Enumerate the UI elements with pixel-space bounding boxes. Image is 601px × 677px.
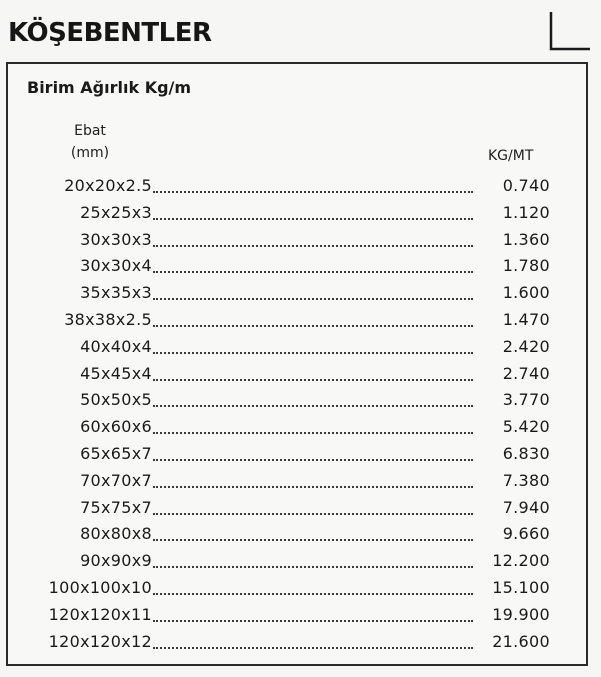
weight-cell: 12.200	[492, 551, 550, 571]
size-cell: 30x30x3	[80, 229, 152, 249]
table-row	[8, 390, 586, 416]
size-cell: 100x100x10	[48, 578, 152, 597]
dot-leader	[153, 271, 473, 273]
size-cell: 25x25x3	[80, 202, 152, 222]
dot-leader	[153, 513, 473, 515]
size-cell: 80x80x8	[80, 524, 152, 544]
weight-cell: 3.770	[502, 390, 550, 410]
table-row	[8, 256, 586, 282]
table-row	[8, 444, 586, 470]
size-cell: 50x50x5	[80, 390, 152, 410]
weight-cell: 7.380	[502, 470, 550, 490]
dot-leader	[153, 647, 473, 649]
table-row	[8, 203, 586, 229]
weight-cell: 1.360	[502, 229, 550, 249]
table-row	[8, 176, 586, 202]
table-row	[8, 578, 586, 604]
table-row	[8, 498, 586, 524]
dot-leader	[153, 325, 473, 327]
weight-cell: 15.100	[492, 578, 550, 597]
size-column-header	[60, 120, 120, 164]
dot-leader	[153, 486, 473, 488]
page-title: KÖŞEBENTLER	[8, 18, 212, 48]
table-row	[8, 605, 586, 631]
dot-leader	[153, 593, 473, 595]
weight-cell: 5.420	[502, 417, 550, 437]
size-cell: 38x38x2.5	[64, 310, 152, 329]
weight-cell: 0.740	[502, 176, 550, 195]
weight-cell: 21.600	[492, 631, 550, 651]
weight-cell: 1.120	[502, 202, 550, 222]
table-row	[8, 337, 586, 363]
dot-leader	[153, 566, 473, 568]
weight-cell: 6.830	[502, 444, 550, 463]
weight-cell: 2.420	[502, 336, 550, 356]
table-row	[8, 230, 586, 256]
weight-cell: 1.600	[502, 283, 550, 303]
size-cell: 30x30x4	[80, 256, 152, 276]
weight-cell: 19.900	[492, 604, 550, 624]
table-row	[8, 551, 586, 577]
size-cell: 120x120x11	[48, 604, 152, 624]
size-cell: 20x20x2.5	[64, 176, 152, 195]
weight-cell: 9.660	[502, 524, 550, 544]
dot-leader	[153, 620, 473, 622]
table-row	[8, 417, 586, 443]
dot-leader	[153, 432, 473, 434]
table-row	[8, 310, 586, 336]
table-row	[8, 364, 586, 390]
size-cell: 90x90x9	[80, 551, 152, 571]
table-row	[8, 283, 586, 309]
size-cell: 40x40x4	[80, 336, 152, 356]
weight-cell: 7.940	[502, 497, 550, 517]
dot-leader	[153, 459, 473, 461]
size-cell: 75x75x7	[80, 497, 152, 517]
table-row	[8, 524, 586, 550]
dot-leader	[153, 352, 473, 354]
size-cell: 120x120x12	[48, 631, 152, 651]
table-row	[8, 632, 586, 658]
dot-leader	[153, 298, 473, 300]
size-header-label: Ebat	[74, 123, 106, 139]
weight-cell: 2.740	[502, 363, 550, 383]
weight-table	[6, 62, 588, 666]
size-cell: 65x65x7	[80, 444, 152, 463]
dot-leader	[153, 405, 473, 407]
table-row	[8, 471, 586, 497]
size-cell: 70x70x7	[80, 470, 152, 490]
dot-leader	[153, 379, 473, 381]
size-cell: 45x45x4	[80, 363, 152, 383]
angle-profile-icon	[544, 10, 592, 54]
dot-leader	[153, 245, 473, 247]
dot-leader	[153, 191, 473, 193]
weight-cell: 1.470	[502, 310, 550, 329]
dot-leader	[153, 218, 473, 220]
table-heading: Birim Ağırlık Kg/m	[27, 78, 192, 97]
size-cell: 60x60x6	[80, 417, 152, 437]
size-cell: 35x35x3	[80, 283, 152, 303]
weight-column-header: KG/MT	[488, 148, 534, 164]
dot-leader	[153, 539, 473, 541]
weight-cell: 1.780	[502, 256, 550, 276]
size-header-unit: (mm)	[70, 145, 110, 161]
